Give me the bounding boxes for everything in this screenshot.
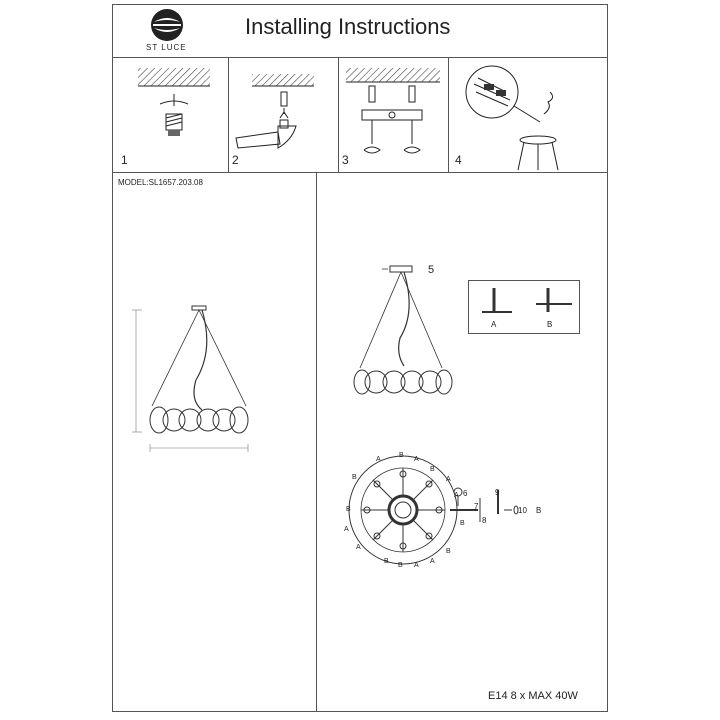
step-number-1: 1 (121, 153, 128, 167)
ring-label: B (384, 558, 389, 565)
callout-10: 10 (518, 506, 527, 515)
brand-name: ST LUCE (146, 43, 187, 52)
ring-label: A (376, 456, 381, 463)
page-title: Installing Instructions (245, 14, 451, 39)
ring-label: A (414, 562, 419, 569)
step-number-4: 4 (455, 153, 462, 167)
step-divider-3 (448, 57, 449, 172)
ring-label: B (446, 548, 451, 555)
option-b-bracket-icon (534, 286, 574, 318)
callout-6: 6 (463, 489, 468, 498)
mount-bracket-screws-icon (342, 62, 446, 166)
header-divider (112, 57, 608, 58)
ring-label: B (346, 506, 351, 513)
ring-label: A (344, 526, 349, 533)
ring-label: B (430, 466, 435, 473)
ring-label: B (398, 562, 403, 569)
shade-assembly-detail (444, 478, 554, 528)
ring-label: B (399, 452, 404, 459)
option-a-bracket-icon (478, 286, 514, 318)
step-divider-2 (338, 57, 339, 172)
option-b-label: B (547, 320, 553, 329)
ring-label: A (430, 558, 435, 565)
drill-into-ceiling-icon (130, 64, 220, 154)
ring-label: B (460, 520, 465, 527)
chandelier-dimension-diagram (130, 300, 260, 460)
hammer-anchor-icon (234, 64, 334, 164)
callout-10-suffix: B (536, 506, 542, 515)
hanging-chandelier-diagram (346, 262, 466, 412)
step-number-2: 2 (232, 153, 239, 167)
steps-divider (112, 172, 608, 173)
bulb-spec: E14 8 x MAX 40W (488, 690, 578, 702)
callout-8: 8 (482, 516, 487, 525)
ring-label: A (414, 456, 419, 463)
st-luce-logo-icon (150, 8, 184, 42)
model-label: MODEL:SL1657.203.08 (118, 178, 203, 187)
callout-5: 5 (428, 264, 435, 276)
option-a-label: A (491, 320, 497, 329)
callout-9: 9 (495, 488, 500, 497)
wire-connection-ladder-icon (452, 62, 562, 172)
main-divider (316, 172, 317, 712)
callout-7: 7 (474, 502, 479, 511)
step-divider-1 (228, 57, 229, 172)
ring-label: A (446, 476, 451, 483)
step-number-3: 3 (342, 153, 349, 167)
ring-label: A (454, 492, 459, 499)
ring-label: A (356, 544, 361, 551)
ring-label: B (352, 474, 357, 481)
